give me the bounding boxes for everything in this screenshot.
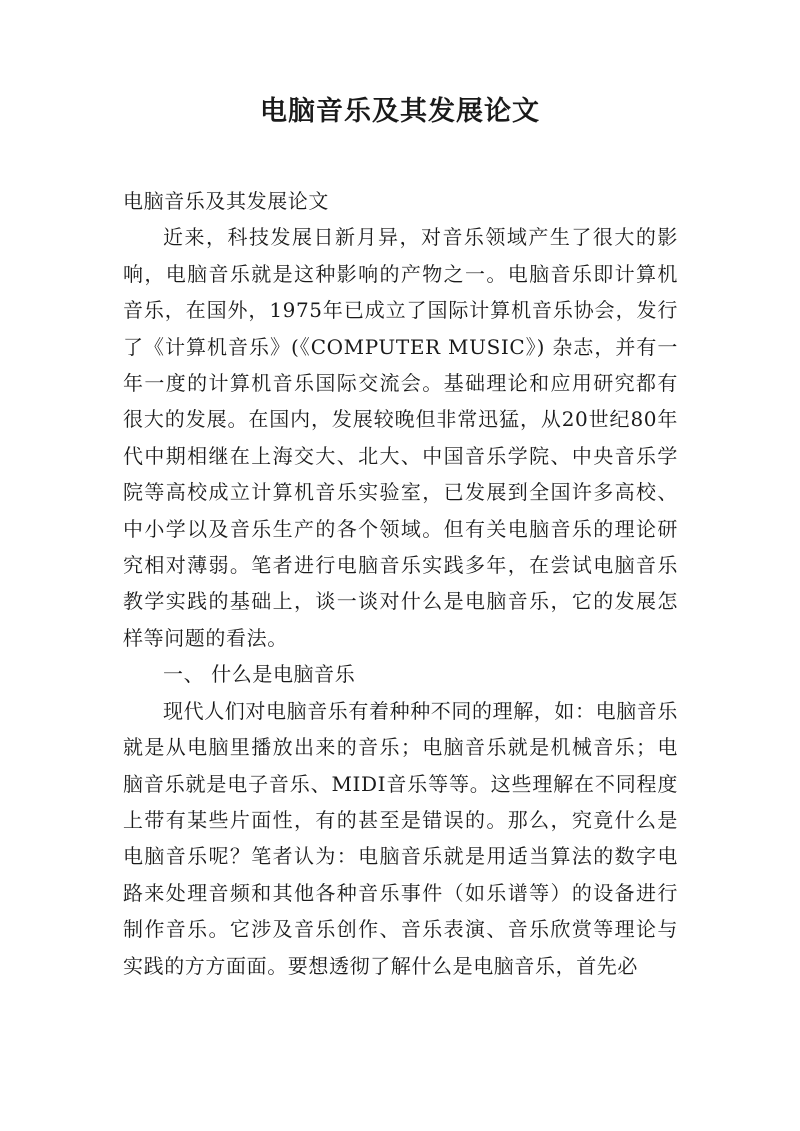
paragraph-intro: 近来，科技发展日新月异，对音乐领域产生了很大的影响，电脑音乐就是这种影响的产物之一。电脑音乐即计算机音乐，在国外，1975年已成立了国际计算机音乐协会，发行了《计算机音乐》(《COMPUTER MUSIC》) 杂志，并有一年一度的计算机音乐国际交流会。基础理论和应用研究都有很大的发展。在国内，发展较晚但非常迅猛，从20世纪80年代中期相继在上海交大、北大、中国音乐学院、中央音乐学院等高校成立计算机音乐实验室，已发展到全国许多高校、中小学以及音乐生产的各个领域。但有关电脑音乐的理论研究相对薄弱。笔者进行电脑音乐实践多年，在尝试电脑音乐教学实践的基础上，谈一谈对什么是电脑音乐，它的发展怎样等问题的看法。 — [123, 225, 678, 650]
paragraph-definition: 现代人们对电脑音乐有着种种不同的理解，如：电脑音乐就是从电脑里播放出来的音乐；电脑音乐就是机械音乐；电脑音乐就是电子音乐、MIDI音乐等等。这些理解在不同程度上带有某些片面性，有的甚至是错误的。那么，究竟什么是电脑音乐呢？笔者认为：电脑音乐就是用适当算法的数字电路来处理音频和其他各种音乐事件（如乐谱等）的设备进行制作音乐。它涉及音乐创作、音乐表演、音乐欣赏等理论与实践的方方面面。要想透彻了解什么是电脑音乐，首先必 — [123, 698, 678, 978]
document-subtitle: 电脑音乐及其发展论文 — [123, 189, 329, 213]
section-heading: 一、 什么是电脑音乐 — [163, 662, 356, 687]
document-title: 电脑音乐及其发展论文 — [260, 96, 540, 127]
document-body — [123, 183, 678, 984]
